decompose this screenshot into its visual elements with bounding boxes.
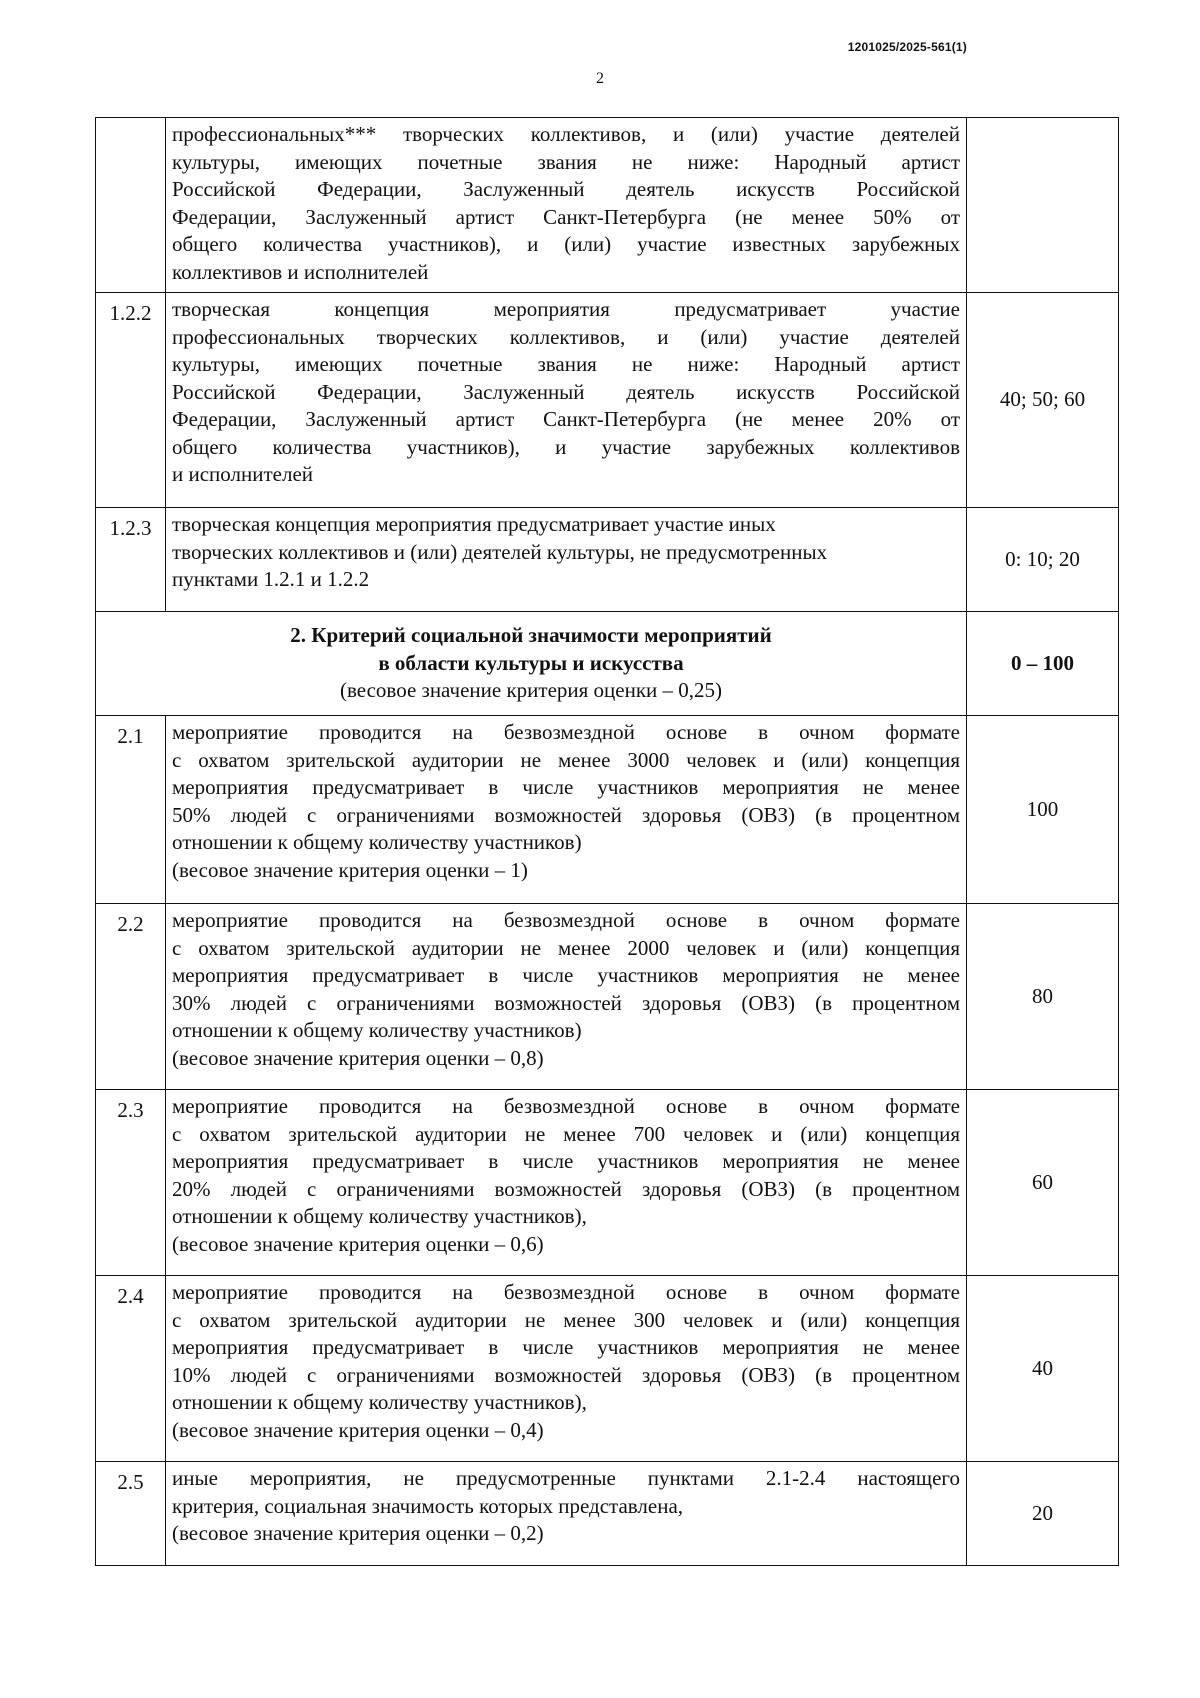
description-line: (весовое значение критерия оценки – 0,2) [172,1521,544,1545]
table-row [96,1276,1119,1462]
page-number: 2 [596,70,604,87]
row-number [96,118,166,293]
description-line: мероприятие проводится на безвозмездной основе в очном формате [172,720,960,744]
description-line: культуры, имеющих почетные звания не ниже: Народный артист [172,352,960,376]
section-score-range: 0 – 100 [967,612,1119,716]
row-score: 20 [967,1462,1119,1566]
row-number: 2.2 [96,904,166,1090]
description-line: и исполнителей [172,462,314,486]
row-description [166,508,967,612]
description-line: отношении к общему количеству участников) [172,830,582,854]
table-row [96,1462,1119,1566]
description-line: профессиональных творческих коллективов, и (или) участие деятелей [172,324,960,349]
description-line: с охватом зрительской аудитории не менее 3000 человек и (или) концепция [172,747,960,772]
description-line: с охватом зрительской аудитории не менее 300 человек и (или) концепция [172,1307,960,1332]
description-line: мероприятия предусматривает в числе участников мероприятия не менее [172,1335,960,1359]
description-line: мероприятие проводится на безвозмездной основе в очном формате [172,1094,960,1118]
section-header-row [96,612,1119,716]
description-line: мероприятия предусматривает в числе участников мероприятия не менее [172,1149,960,1173]
document-registration-number: 1201025/2025-561(1) [847,40,967,54]
description-line: пунктами 1.2.1 и 1.2.2 [172,567,370,591]
description-line: общего количества участников), и участие зарубежных коллективов [172,434,960,459]
row-description [166,904,967,1090]
description-line: Федерации, Заслуженный артист Санкт-Петербурга (не менее 50% от [172,204,960,229]
description-line: культуры, имеющих почетные звания не ниже: Народный артист [172,149,960,174]
description-line: отношении к общему количеству участников), [172,1390,587,1414]
row-score [967,118,1119,293]
description-line: Федерации, Заслуженный артист Санкт-Петербурга (не менее 20% от [172,407,960,431]
description-line: мероприятия предусматривает в числе участников мероприятия не менее [172,963,960,987]
section-title-line: 2. Критерий социальной значимости мероприятий [290,623,772,648]
row-score: 0: 10; 20 [967,508,1119,612]
section-heading [96,612,967,716]
row-number: 2.3 [96,1090,166,1276]
row-score: 60 [967,1090,1119,1276]
section-title-line: в области культуры и искусства [378,650,684,675]
description-line: с охватом зрительской аудитории не менее 2000 человек и (или) концепция [172,935,960,960]
row-score: 40 [967,1276,1119,1462]
description-line: (весовое значение критерия оценки – 0,4) [172,1417,544,1442]
description-line: профессиональных*** творческих коллективов, и (или) участие деятелей [172,122,960,146]
table-row [96,1090,1119,1276]
row-description [166,1090,967,1276]
table-row [96,118,1119,293]
row-number: 2.1 [96,716,166,904]
description-line: (весовое значение критерия оценки – 0,6) [172,1231,544,1256]
description-line: Российской Федерации, Заслуженный деятель искусств Российской [172,177,960,201]
row-number: 1.2.3 [96,508,166,612]
row-description [166,293,967,508]
description-line: коллективов и исполнителей [172,259,429,284]
table-row [96,293,1119,508]
description-line: творческих коллективов и (или) деятелей культуры, не предусмотренных [172,539,828,564]
description-line: отношении к общему количеству участников) [172,1018,582,1042]
description-line: 30% людей с ограничениями возможностей здоровья (ОВЗ) (в процентном [172,990,960,1015]
table-row [96,508,1119,612]
table-row [96,904,1119,1090]
description-line: творческая концепция мероприятия предусматривает участие [172,297,960,321]
description-line: иные мероприятия, не предусмотренные пунктами 2.1-2.4 настоящего [172,1466,960,1490]
description-line: мероприятия предусматривает в числе участников мероприятия не менее [172,775,960,799]
row-number: 1.2.2 [96,293,166,508]
section-weight: (весовое значение критерия оценки – 0,25) [339,678,723,703]
description-line: критерия, социальная значимость которых представлена, [172,1493,684,1518]
row-description [166,1276,967,1462]
row-score: 40; 50; 60 [967,293,1119,508]
description-line: (весовое значение критерия оценки – 1) [172,857,528,882]
row-description [166,1462,967,1566]
description-line: (весовое значение критерия оценки – 0,8) [172,1045,544,1070]
description-line: мероприятие проводится на безвозмездной основе в очном формате [172,1280,960,1304]
description-line: 10% людей с ограничениями возможностей здоровья (ОВЗ) (в процентном [172,1362,960,1387]
row-number: 2.4 [96,1276,166,1462]
description-line: общего количества участников), и (или) участие известных зарубежных [172,232,960,256]
row-number: 2.5 [96,1462,166,1566]
row-description [166,118,967,293]
description-line: мероприятие проводится на безвозмездной основе в очном формате [172,908,960,932]
description-line: творческая концепция мероприятия предусматривает участие иных [172,512,776,536]
description-line: отношении к общему количеству участников), [172,1204,587,1228]
row-description [166,716,967,904]
row-score: 80 [967,904,1119,1090]
description-line: с охватом зрительской аудитории не менее 700 человек и (или) концепция [172,1121,960,1146]
row-score: 100 [967,716,1119,904]
criteria-table [95,117,1119,1566]
description-line: 20% людей с ограничениями возможностей здоровья (ОВЗ) (в процентном [172,1176,960,1201]
table-row [96,716,1119,904]
description-line: Российской Федерации, Заслуженный деятель искусств Российской [172,379,960,404]
description-line: 50% людей с ограничениями возможностей здоровья (ОВЗ) (в процентном [172,802,960,827]
